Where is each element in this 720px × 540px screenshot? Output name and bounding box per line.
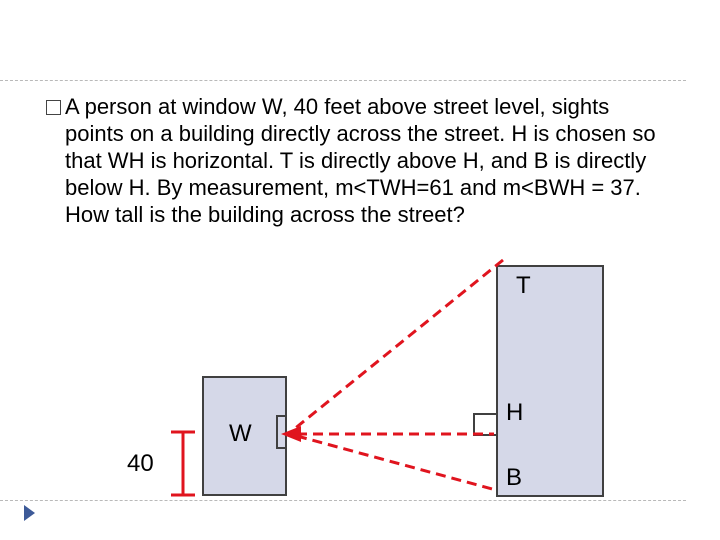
sight-line-bottom xyxy=(297,436,496,490)
sight-line-top xyxy=(293,260,503,430)
right-building xyxy=(497,266,603,496)
problem-body: person at window W, 40 feet above street level, sights points on a building directly across the street. H is chosen so that WH is horizontal. T is directly above H, and B is directly below H. By measurement, m<TWH=61 and m<BWH = 37. How tall is the building across the street? xyxy=(65,94,656,227)
label-window: W xyxy=(229,420,252,447)
height-marker xyxy=(171,432,195,495)
sight-lines xyxy=(293,260,503,490)
label-top: T xyxy=(516,272,531,299)
problem-prefix: A xyxy=(65,94,79,119)
play-arrow-icon[interactable] xyxy=(24,505,35,521)
label-bottom: B xyxy=(506,464,523,491)
right-angle-marker xyxy=(474,414,497,435)
label-height: 40 xyxy=(127,450,154,477)
label-horizontal: H xyxy=(506,399,524,426)
